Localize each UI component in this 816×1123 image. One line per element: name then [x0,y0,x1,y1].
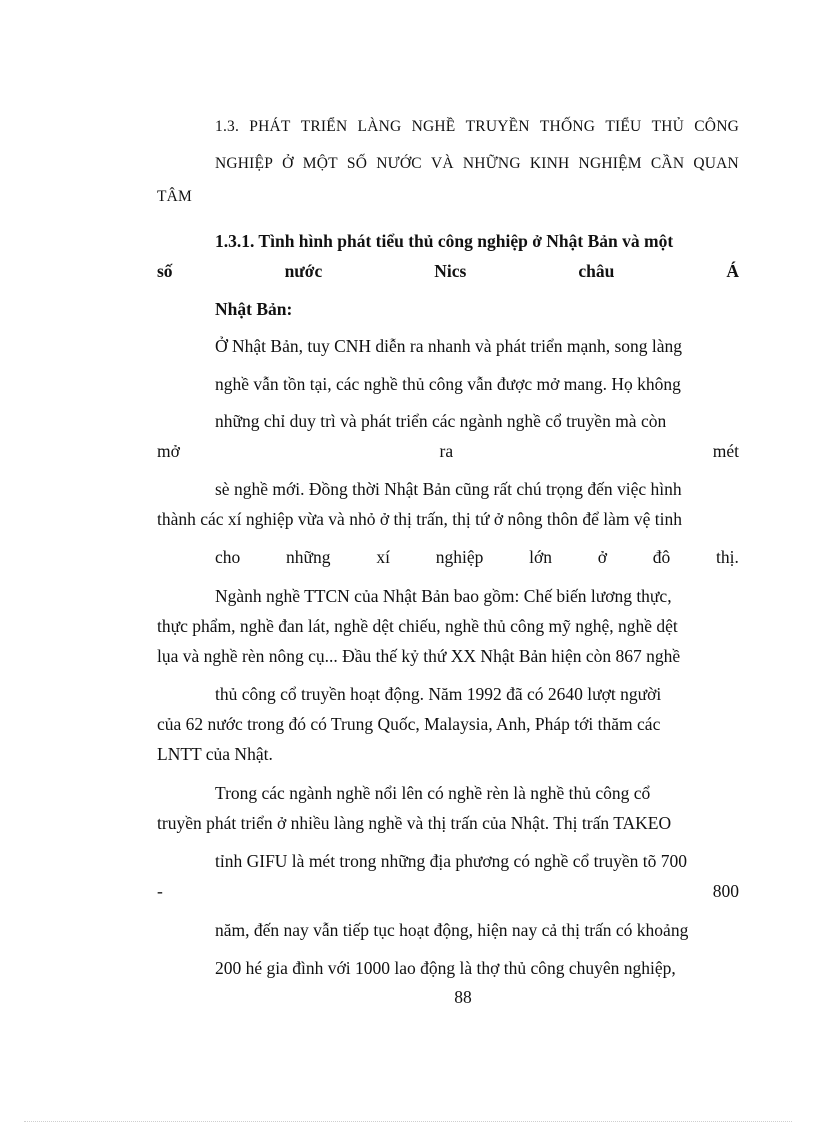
word: NƯỚC [376,155,422,172]
word: 1.3. [215,118,240,135]
text-line: thành các xí nghiệp vừa và nhỏ ở thị trấn, thị tứ ở nông thôn để làm vệ tinh [157,509,682,529]
text-line: những chỉ duy trì và phát triển các ngành nghề cổ truyền mà còn [215,411,667,431]
word: SỐ [346,155,368,172]
page-number: 88 [454,987,472,1007]
word: xí [376,547,390,567]
word: thị. [716,547,739,567]
text-line: lụa và nghề rèn nông cụ... Đầu thế kỷ thứ XX Nhật Bản hiện còn 867 nghề [157,646,681,666]
word: THỦ [651,118,685,135]
word: đô [652,547,671,567]
heading-line-2 [215,153,739,175]
text-line: nghề vẫn tồn tại, các nghề thủ công vẫn được mở mang. Họ không [215,374,681,394]
text-line: Trong các ngành nghề nổi lên có nghề rèn là nghề thủ công cổ [215,783,651,803]
subheading-line-2 [157,260,739,282]
word: mét [712,441,739,461]
text-line: thực phẩm, nghề đan lát, nghề dệt chiếu, nghề thủ công mỹ nghệ, nghề dệt [157,616,678,636]
word: nghiệp [435,547,484,567]
word: LÀNG [357,118,402,135]
word: VÀ [430,155,454,172]
word: TIỂU [605,118,642,135]
word: lớn [529,547,552,567]
word: - [157,881,163,901]
text-line [157,440,739,462]
word: những [286,547,331,567]
word: ra [439,441,454,461]
word: 800 [712,881,739,901]
text-line [215,546,739,568]
word: Nics [434,261,467,281]
word: KINH [529,155,570,172]
text-line: truyền phát triển ở nhiều làng nghề và thị trấn của Nhật. Thị trấn TAKEO [157,813,672,833]
heading-line-1 [215,116,739,138]
word: CÔNG [694,118,739,135]
word: TRIỂN [300,118,348,135]
word: Á [726,261,739,281]
word: NGHIỆP [215,155,274,172]
text-line [157,880,739,902]
text-line: của 62 nước trong đó có Trung Quốc, Malaysia, Anh, Pháp tới thăm các [157,714,661,734]
word: cho [215,547,241,567]
text-line: tỉnh GIFU là mét trong những địa phương có nghề cổ truyền tõ 700 [215,851,687,871]
word: số [157,261,173,281]
text-line: Ở Nhật Bản, tuy CNH diễn ra nhanh và phát triển mạnh, song làng [215,336,683,356]
word: NHỮNG [462,155,521,172]
word: CẦN [650,155,685,172]
word: QUAN [693,155,739,172]
word: NGHỀ [411,118,456,135]
word: TRUYỀN [465,118,530,135]
text-line: năm, đến nay vẫn tiếp tục hoạt động, hiện nay cả thị trấn có khoảng [215,920,689,940]
heading-line-3: TÂM [157,188,193,205]
text-line: LNTT của Nhật. [157,744,273,764]
word: THỐNG [539,118,596,135]
word: ở [597,547,608,567]
page-bottom-divider [24,1121,792,1122]
subheading-line-1: 1.3.1. Tình hình phát tiểu thủ công nghiệp ở Nhật Bản và một [215,231,674,251]
word: PHÁT [249,118,291,135]
word: nước [284,261,323,281]
text-line: Ngành nghề TTCN của Nhật Bản bao gồm: Chế biến lương thực, [215,586,672,606]
text-line: sè nghề mới. Đồng thời Nhật Bản cũng rất chú trọng đến việc hình [215,479,682,499]
text-line: 200 hé gia đình với 1000 lao động là thợ thủ công chuyên nghiệp, [215,958,676,978]
word: mở [157,441,180,461]
word: Ở [282,155,294,172]
word: NGHIỆM [578,155,642,172]
word: MỘT [302,155,338,172]
text-line: thủ công cổ truyền hoạt động. Năm 1992 đã có 2640 lượt người [215,684,662,704]
section-title: Nhật Bản: [215,299,293,319]
word: châu [578,261,615,281]
